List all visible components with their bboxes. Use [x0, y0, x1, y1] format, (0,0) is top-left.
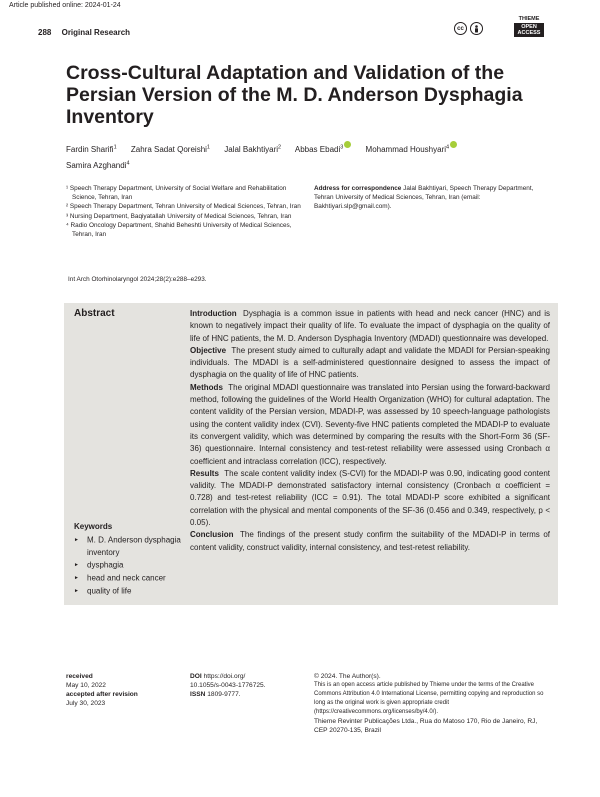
dates-block: [66, 672, 176, 708]
published-online-line: Article published online: 2024-01-24: [9, 2, 121, 9]
doi-value[interactable]: 10.1055/s-0043-1776725.: [190, 682, 266, 689]
person-icon: [473, 25, 480, 33]
by-icon[interactable]: [470, 22, 483, 35]
orcid-icon[interactable]: [450, 141, 457, 148]
keyword-item: ► head and neck cancer: [74, 572, 184, 585]
keywords-heading: Keywords: [74, 522, 113, 531]
accepted-label: accepted after revision: [66, 691, 138, 698]
author-list: [66, 140, 546, 173]
abstract-heading: Abstract: [74, 308, 115, 319]
correspondence-label: Address for correspondence: [314, 185, 402, 192]
license-icons[interactable]: [454, 22, 483, 35]
affiliation: ³ Nursing Department, Baqiyatallah University of Medical Sciences, Tehran, Iran: [66, 212, 292, 220]
abstract-section: Introduction Dysphagia is a common issue in patients with head and neck cancer (HNC) and is known to negatively impact their quality of life. To evaluate the impact of dysphagia on the quality of life of HNC patients, the M. D. Anderson Dysphagia Inventory (MDADI) questionnaire was developed.: [190, 309, 550, 343]
affiliation: ⁴ Radio Oncology Department, Shahid Beheshti University of Medical Sciences, Tehran, Iran: [66, 221, 292, 239]
doi-block: [190, 672, 300, 699]
license-text: This is an open access article published by Thieme under the terms of the Creative Commons Attribution 4.0 International License, permitting copying and reproduction so long as the original work is given appropriate credit (https://creativecommons.org/licenses/by/4.0/).: [314, 682, 544, 715]
affiliation: ¹ Speech Therapy Department, University of Social Welfare and Rehabilitation Science, Tehran, Iran: [66, 185, 287, 202]
keyword-item: ► quality of life: [74, 585, 184, 598]
article-title: Cross-Cultural Adaptation and Validation of the Persian Version of the M. D. Anderson Dysphagia Inventory: [66, 62, 523, 128]
orcid-icon[interactable]: [344, 141, 351, 148]
abstract-section: Results The scale content validity index (S-CVI) for the MDADI-P was 0.90, indicating good content validity. The MDADI-P demonstrated satisfactory internal consistency (Cronbach α coefficient = 0.728) and test-retest reliability (ICC = 0.91). The total MDADI-P score exhibited a significant correlation with the physical and mental components of the SF-36 (0.456 and 0.349, respectively, p < 0.05).: [190, 468, 551, 528]
author: Jalal Bakhtiyari$^2$: [224, 144, 282, 154]
abstract-body: [190, 308, 550, 554]
abstract-section: Methods The original MDADI questionnaire was translated into Persian using the forward-backward method, following the guidelines of the World Health Organization (WHO) for cultural adaptation. The content validity of the Persian version, MDADI-P, was assessed by 10 speech-language pathologists using the content validity index (CVI). Seventy-five HNC patients completed the MDADI-P to evaluate its convergent validity, which was determined by comparing the results with the Short-Form 36 (SF-36) questionnaire. Internal consistency and test-retest reliability were assessed using Cronbach α coefficient and intraclass correlation (ICC), respectively.: [190, 382, 551, 466]
citation: Int Arch Otorhinolaryngol 2024;28(2):e288–e293.: [68, 276, 207, 283]
abstract-section: Conclusion The findings of the present study confirm the suitability of the MDADI-P in terms of content validity, construct validity, internal consistency, and test-retest reliability.: [190, 530, 551, 552]
abstract-section: Objective The present study aimed to culturally adapt and validate the MDADI for Persian-speaking individuals. The MDADI is a self-administered questionnaire designed to assess the impact of dysphagia on the quality of life of HNC patients.: [190, 345, 550, 380]
cc-icon[interactable]: cc: [454, 22, 467, 35]
received-date: May 10, 2022: [66, 682, 106, 689]
section-label: Original Research: [61, 28, 131, 37]
keyword-item: ► dysphagia: [74, 559, 184, 572]
keyword-item: ► M. D. Anderson dysphagia inventory: [74, 534, 184, 559]
author: Fardin Sharifi$^1$: [66, 144, 117, 154]
license-block: [314, 672, 550, 735]
issn-value: 1809-9777.: [207, 691, 241, 698]
affiliation: ² Speech Therapy Department, Tehran University of Medical Sciences, Tehran, Iran: [66, 203, 301, 211]
open-access-label: OPEN ACCESS: [514, 23, 544, 37]
keywords-list: [74, 534, 184, 597]
copyright: © 2024. The Author(s).: [314, 673, 381, 680]
correspondence-text: Jalal Bakhtiyari, Speech Therapy Department, Tehran University of Medical Sciences, Tehran, Iran (email: Bakhtiyari.slp@gmail.com).: [314, 185, 534, 211]
doi-label: DOI: [190, 673, 202, 680]
affiliations: [66, 184, 306, 239]
author: Mohammad Houshyari$^4$: [366, 145, 458, 154]
received-label: received: [66, 673, 93, 680]
doi-link[interactable]: https://doi.org/: [203, 673, 246, 680]
accepted-date: July 30, 2023: [66, 700, 106, 707]
running-header: [38, 28, 130, 37]
author: Zahra Sadat Qoreishi$^1$: [130, 144, 210, 154]
thieme-logo-text: THIEME: [518, 16, 540, 22]
page-number: 288: [38, 28, 52, 37]
thieme-open-access-logo: [514, 16, 544, 37]
publisher-address: Thieme Revinter Publicações Ltda., Rua do Matoso 170, Rio de Janeiro, RJ, CEP 20270-135, Brazil: [314, 718, 538, 734]
issn-label: ISSN: [190, 691, 206, 698]
author: Samira Azghandi$^4$: [66, 160, 130, 171]
author: Abbas Ebadi$^3$: [295, 145, 351, 154]
correspondence: [314, 184, 544, 212]
